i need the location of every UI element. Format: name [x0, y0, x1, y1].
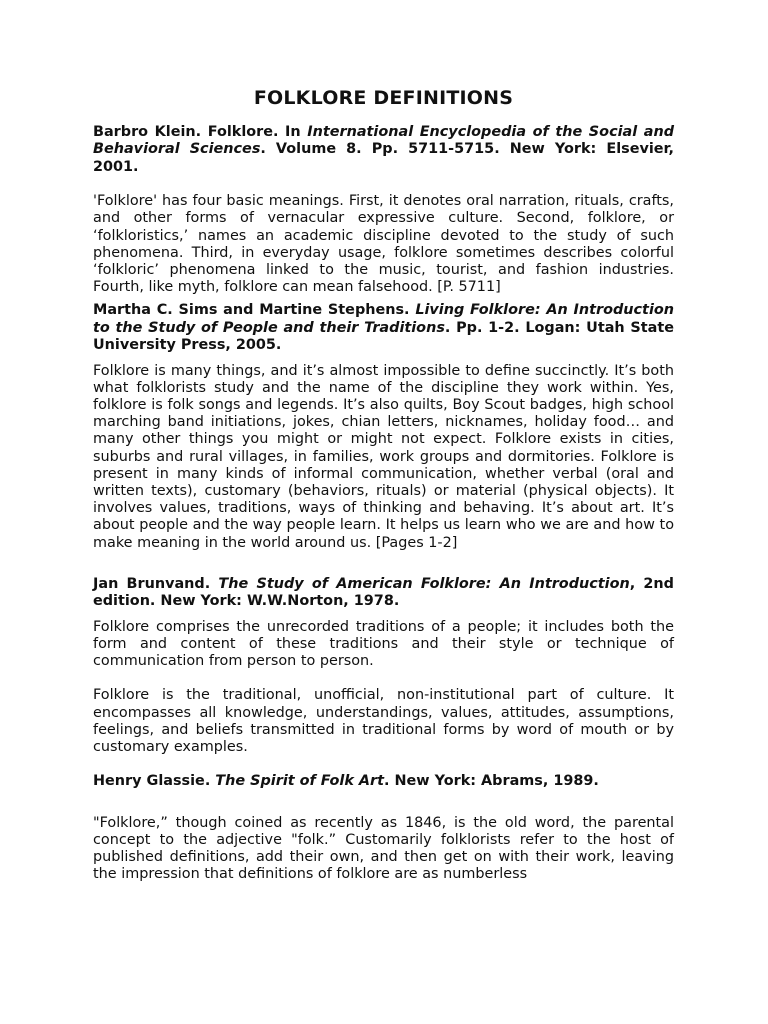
definition-paragraph: Folklore comprises the unrecorded traditions of a people; it includes both the form and content of these traditions and their style or technique of communication from person to person.	[93, 618, 674, 670]
citation-author: Henry Glassie.	[93, 773, 216, 790]
citation-sims-stephens	[93, 302, 674, 354]
spacer	[93, 176, 674, 193]
spacer	[93, 552, 674, 576]
citation-work-title: The Spirit of Folk Art	[215, 773, 385, 790]
citation-work-title: The Study of American Folklore: An Introduction	[218, 575, 630, 592]
citation-publication: , 2nd edition. New York: W.W.Norton, 1978.	[93, 575, 674, 610]
definition-paragraph: 'Folklore' has four basic meanings. First, it denotes oral narration, rituals, crafts, and other forms of vernacular expressive culture. Second, folklore, or ‘folkloristics,’ names an academic discipline devoted to the study of such phenomena. Third, in everyday usage, folklore sometimes describes colorful ‘folkloric’ phenomena linked to the music, tourist, and fashion industries. Fourth, like myth, folklore can mean falsehood. [P. 5711]	[93, 193, 674, 296]
citation-publication: . Pp. 1-2. Logan: Utah State University Press, 2005.	[93, 319, 675, 354]
spacer	[93, 791, 674, 815]
citation-glassie	[93, 773, 674, 790]
citation-author: Martha C. Sims and Martine Stephens.	[93, 302, 416, 319]
definition-paragraph: Folklore is the traditional, unofficial, non-institutional part of culture. It encompasses all knowledge, understandings, values, attitudes, assumptions, feelings, and beliefs transmitted in traditional forms by word of mouth or by customary examples.	[93, 687, 674, 755]
definition-paragraph: Folklore is many things, and it’s almost impossible to define succinctly. It’s both what folklorists study and the name of the discipline they work within. Yes, folklore is folk songs and legends. It’s also quilts, Boy Scout badges, high school marching band initiations, jokes, chian letters, nicknames, holiday food… and many other things you might or might not expect. Folklore exists in cities, suburbs and rural villages, in families, work groups and dormitories. Folklore is present in many kinds of informal communication, whether verbal (oral and written texts), customary (behaviors, rituals) or material (physical objects). It involves values, traditions, ways of thinking and behaving. It’s about art. It’s about people and the way people learn. It helps us learn who we are and how to make meaning in the world around us. [Pages 1-2]	[93, 362, 674, 551]
spacer	[93, 756, 674, 773]
citation-klein	[93, 124, 674, 176]
citation-author: Barbro Klein. Folklore. In	[93, 124, 308, 140]
spacer	[93, 611, 674, 619]
document-title: FOLKLORE DEFINITIONS	[253, 87, 514, 109]
citation-author: Jan Brunvand.	[93, 575, 219, 592]
citation-publication: . Volume 8. Pp. 5711-5715. New York: Elsevier, 2001.	[93, 141, 674, 175]
citation-work-title: International Encyclopedia of the Social and Behavioral Sciences	[93, 124, 675, 158]
citation-brunvand	[93, 576, 674, 611]
citation-work-title: Living Folklore: An Introduction to the Study of People and their Traditions	[93, 302, 675, 336]
citation-publication: . New York: Abrams, 1989.	[384, 773, 599, 790]
definition-paragraph: "Folklore,” though coined as recently as 1846, is the old word, the parental concept to the adjective "folk.” Customarily folklorists refer to the host of published definitions, add their own, and then get on with their work, leaving the impression that definitions of folklore are as numberless	[93, 814, 674, 883]
spacer	[93, 670, 674, 687]
spacer	[93, 355, 674, 363]
